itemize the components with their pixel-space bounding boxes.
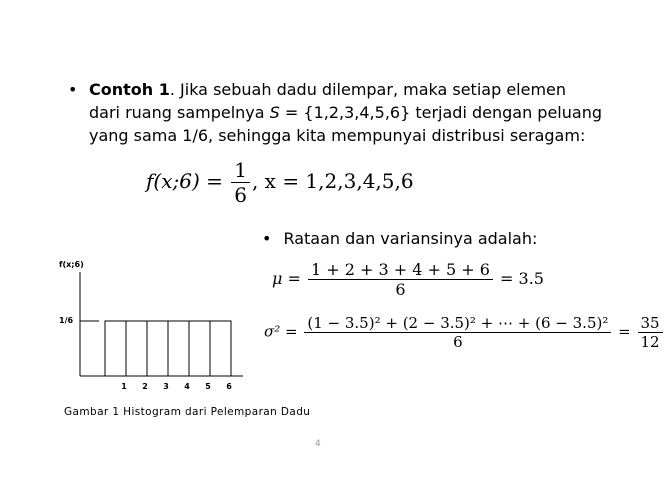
histogram-x-tick-label: 1 bbox=[121, 382, 127, 391]
mean-result: = 3.5 bbox=[500, 269, 544, 288]
variance-numerator: (1 − 3.5)² + (2 − 3.5)² + ⋯ + (6 − 3.5)² bbox=[307, 314, 609, 332]
histogram-y-tick-label: 1/6 bbox=[59, 316, 74, 325]
example-line-2-pre: dari ruang sampelnya bbox=[89, 103, 270, 122]
histogram-bar bbox=[168, 321, 189, 376]
variance-formula bbox=[264, 314, 665, 351]
mean-lhs: μ = bbox=[272, 269, 301, 288]
histogram-chart bbox=[55, 258, 255, 398]
page-number: 4 bbox=[315, 439, 321, 449]
histogram-y-axis-label: f(x;6) bbox=[59, 260, 84, 269]
pmf-rhs: , x = 1,2,3,4,5,6 bbox=[251, 169, 414, 193]
variance-denominator: 6 bbox=[304, 332, 611, 351]
pmf-denominator: 6 bbox=[231, 182, 250, 207]
example-line-1-text: . Jika sebuah dadu dilempar, maka setiap elemen bbox=[169, 80, 567, 99]
histogram-bar bbox=[147, 321, 168, 376]
bullet-icon: • bbox=[68, 80, 78, 99]
figure-caption: Gambar 1 Histogram dari Pelemparan Dadu bbox=[64, 406, 311, 418]
mean-numerator: 1 + 2 + 3 + 4 + 5 + 6 bbox=[310, 260, 490, 279]
variance-fraction bbox=[304, 314, 611, 351]
mean-denominator: 6 bbox=[308, 279, 493, 299]
variance-result-numerator: 35 bbox=[640, 314, 660, 332]
histogram-x-tick-label: 3 bbox=[163, 382, 169, 391]
mean-fraction bbox=[308, 260, 493, 299]
sample-space-variable: S bbox=[269, 103, 280, 122]
histogram-x-tick-label: 6 bbox=[226, 382, 232, 391]
variance-lhs: σ² = bbox=[264, 322, 298, 341]
example-line-1 bbox=[89, 78, 609, 101]
histogram-bar bbox=[189, 321, 210, 376]
variance-result-fraction bbox=[638, 314, 663, 351]
pmf-lhs: f(x;6) = bbox=[146, 169, 230, 193]
example-label: Contoh 1 bbox=[89, 80, 170, 99]
variance-result-denominator: 12 bbox=[638, 332, 663, 351]
example-line-2 bbox=[89, 101, 609, 124]
pmf-numerator: 1 bbox=[234, 158, 247, 182]
histogram-x-tick-label: 4 bbox=[184, 382, 190, 391]
pmf-formula bbox=[146, 158, 414, 207]
histogram-x-tick-label: 2 bbox=[142, 382, 148, 391]
mean-variance-heading bbox=[262, 229, 537, 248]
bullet-icon: • bbox=[262, 229, 272, 248]
variance-equals: = bbox=[618, 322, 631, 341]
histogram-bar bbox=[126, 321, 147, 376]
mean-variance-text: Rataan dan variansinya adalah: bbox=[283, 229, 538, 248]
histogram-bar bbox=[210, 321, 231, 376]
example-line-2-post: = {1,2,3,4,5,6} terjadi dengan peluang bbox=[279, 103, 602, 122]
histogram-bar bbox=[105, 321, 126, 376]
pmf-fraction bbox=[231, 158, 250, 207]
example-line-3: yang sama 1/6, sehingga kita mempunyai distribusi seragam: bbox=[89, 126, 586, 145]
mean-formula bbox=[272, 260, 544, 299]
histogram-x-tick-label: 5 bbox=[205, 382, 211, 391]
